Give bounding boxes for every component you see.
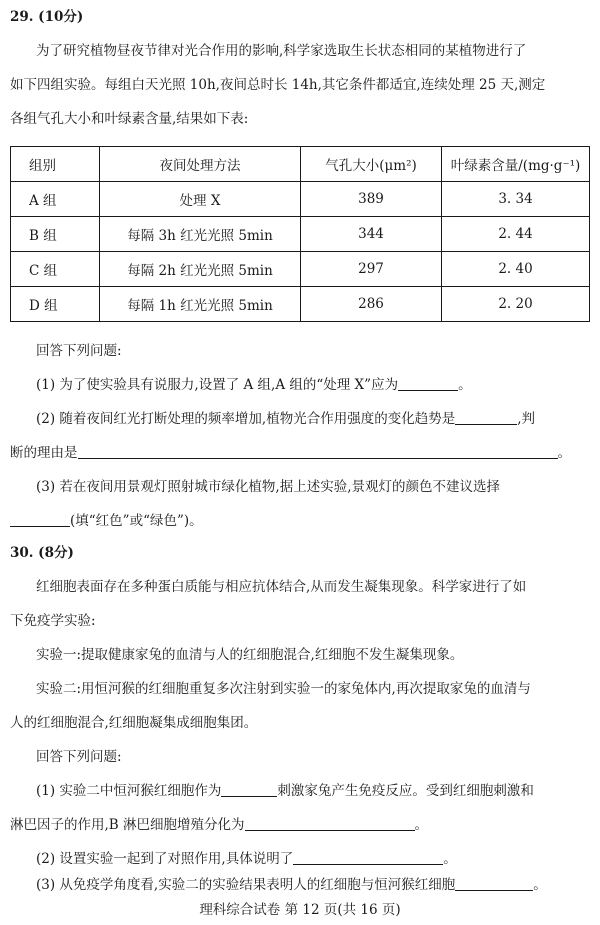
answer-blank[interactable] [455, 410, 517, 425]
q30-sub1-cont [10, 816, 428, 834]
table-row [11, 217, 590, 252]
q29-sub2-text: (2) 随着夜间红光打断处理的频率增加,植物光合作用强度的变化趋势是 [36, 411, 456, 427]
q29-sub3-tail: (填“红色”或“绿色”)。 [70, 513, 203, 529]
period: 。 [557, 445, 571, 461]
cell-group: C 组 [11, 252, 100, 287]
page-footer: 理科综合试卷 第 12 页(共 16 页) [199, 902, 401, 918]
q29-title: 29. (10分) [10, 9, 84, 25]
answer-blank[interactable] [78, 444, 558, 459]
cell-group: A 组 [11, 182, 100, 217]
header-group: 组别 [11, 147, 100, 182]
q30-sub1-mid: 刺激家兔产生免疫反应。受到红细胞刺激和 [277, 783, 534, 799]
q30-title: 30. (8分) [10, 545, 74, 561]
answer-blank[interactable] [398, 376, 458, 391]
cell-treatment: 每隔 3h 红光光照 5min [100, 217, 301, 252]
answer-blank[interactable] [221, 782, 277, 797]
q30-intro-line-1: 红细胞表面存在多种蛋白质能与相应抗体结合,从而发生凝集现象。科学家进行了如 [36, 579, 527, 595]
period: 。 [414, 817, 429, 833]
q29-sub2 [36, 410, 535, 428]
cell-chlorophyll: 3. 34 [442, 182, 590, 217]
table-row [11, 287, 590, 322]
q30-sub1-text: (1) 实验二中恒河猴红细胞作为 [36, 783, 222, 799]
table-header-row [11, 147, 590, 182]
cell-chlorophyll: 2. 20 [442, 287, 590, 322]
answer-blank[interactable] [455, 876, 533, 891]
q30-experiment-2-cont: 人的红细胞混合,红细胞凝集成细胞集团。 [10, 715, 258, 731]
cell-chlorophyll: 2. 40 [442, 252, 590, 287]
cell-stomata: 286 [301, 287, 442, 322]
cell-group: D 组 [11, 287, 100, 322]
q30-sub1-tail: 淋巴因子的作用,B 淋巴细胞增殖分化为 [10, 817, 245, 833]
period: 。 [458, 377, 472, 393]
q29-intro-line-2: 如下四组实验。每组白天光照 10h,夜间总时长 14h,其它条件都适宜,连续处理 25 天,测定 [10, 77, 546, 93]
q30-experiment-2: 实验二:用恒河猴的红细胞重复多次注射到实验一的家兔体内,再次提取家兔的血清与 [36, 681, 531, 697]
q30-sub2 [36, 850, 457, 868]
q30-sub2-text: (2) 设置实验一起到了对照作用,具体说明了 [36, 851, 294, 867]
cell-treatment: 处理 X [100, 182, 301, 217]
table-row [11, 252, 590, 287]
q29-sub3: (3) 若在夜间用景观灯照射城市绿化植物,据上述实验,景观灯的颜色不建议选择 [36, 479, 500, 495]
q29-intro-line-1: 为了研究植物昼夜节律对光合作用的影响,科学家选取生长状态相同的某植物进行了 [36, 43, 527, 59]
cell-treatment: 每隔 2h 红光光照 5min [100, 252, 301, 287]
q29-sub1 [36, 376, 472, 394]
cell-group: B 组 [11, 217, 100, 252]
cell-stomata: 389 [301, 182, 442, 217]
answer-blank[interactable] [245, 816, 415, 831]
period: 。 [443, 851, 457, 867]
cell-stomata: 297 [301, 252, 442, 287]
q29-sub1-text: (1) 为了使实验具有说服力,设置了 A 组,A 组的“处理 X”应为 [36, 377, 399, 393]
header-night-treatment: 夜间处理方法 [100, 147, 301, 182]
results-table [10, 146, 590, 322]
cell-chlorophyll: 2. 44 [442, 217, 590, 252]
q30-experiment-1: 实验一:提取健康家兔的血清与人的红细胞混合,红细胞不发生凝集现象。 [36, 647, 464, 663]
answer-blank[interactable] [10, 512, 70, 527]
q30-intro-line-2: 下免疫学实验: [10, 613, 96, 629]
q30-sub3-text: (3) 从免疫学角度看,实验二的实验结果表明人的红细胞与恒河猴红细胞 [36, 877, 456, 893]
header-chlorophyll: 叶绿素含量/(mg·g⁻¹) [442, 147, 590, 182]
q29-sub3-cont [10, 512, 203, 530]
cell-stomata: 344 [301, 217, 442, 252]
period: 。 [533, 877, 547, 893]
q29-sub2-reason-text: 断的理由是 [10, 445, 78, 461]
q29-intro-line-3: 各组气孔大小和叶绿素含量,结果如下表: [10, 111, 249, 127]
table-row [11, 182, 590, 217]
answer-blank[interactable] [293, 850, 443, 865]
q29-prompt: 回答下列问题: [36, 343, 122, 359]
q30-prompt: 回答下列问题: [36, 749, 122, 765]
header-stomata-size: 气孔大小(μm²) [301, 147, 442, 182]
q30-sub1 [36, 782, 534, 800]
q30-sub3 [36, 876, 547, 894]
q29-sub2-tail: ,判 [517, 411, 536, 427]
cell-treatment: 每隔 1h 红光光照 5min [100, 287, 301, 322]
q29-sub2-cont [10, 444, 571, 462]
